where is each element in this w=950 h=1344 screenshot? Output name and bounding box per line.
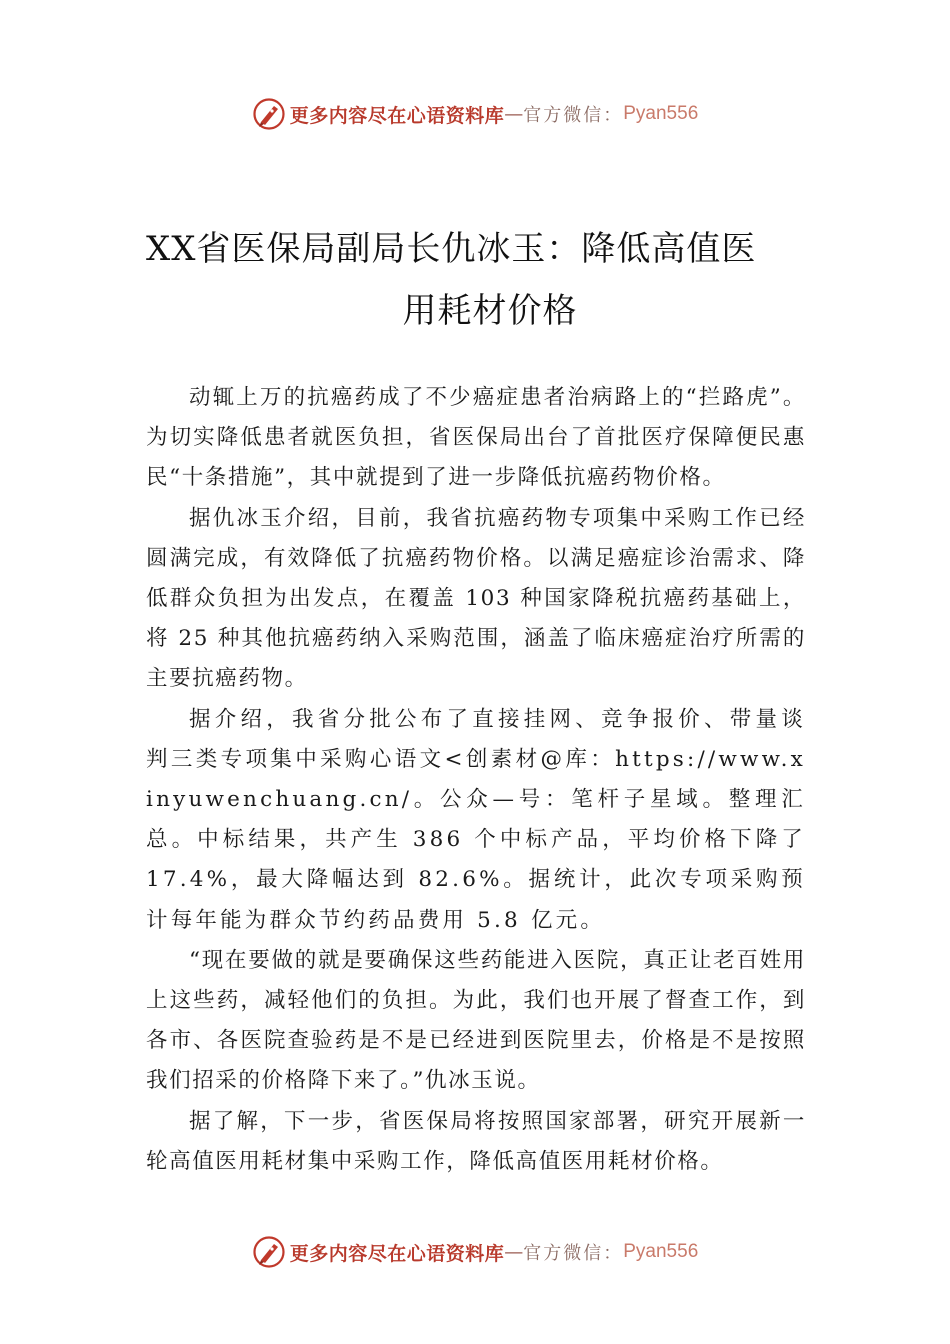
pen-nib-logo-icon <box>252 97 286 131</box>
article-paragraph: 据了解，下一步，省医保局将按照国家部署，研究开展新一轮高值医用耗材集中采购工作，降低高值医用耗材价格。 <box>146 1108 806 1174</box>
header-banner <box>0 94 950 134</box>
footer-banner <box>0 1232 950 1272</box>
banner-wechat-label: 官方微信： <box>523 1243 624 1264</box>
article-title <box>146 218 806 342</box>
banner-wechat-id: Pyan556 <box>623 103 699 124</box>
banner-wechat-id: Pyan556 <box>623 1241 699 1262</box>
banner-dash: — <box>504 103 524 125</box>
article-paragraph: 据仇冰玉介绍，目前，我省抗癌药物专项集中采购工作已经圆满完成，有效降低了抗癌药物价格。以满足癌症诊治需求、降低群众负担为出发点，在覆盖 103 种国家降税抗癌药基础上，将 25 种其他抗癌药纳入采购范围，涵盖了临床癌症治疗所需的主要抗癌药物。 <box>146 505 806 692</box>
article-body <box>146 378 806 1182</box>
article-paragraph: “现在要做的就是要确保这些药能进入医院，真正让老百姓用上这些药，减轻他们的负担。为此，我们也开展了督查工作，到各市、各医院查验药是不是已经进到医院里去，价格是不是按照我们招采的价格降下来了。”仇冰玉说。 <box>146 947 806 1094</box>
article-paragraph: 动辄上万的抗癌药成了不少癌症患者治病路上的“拦路虎”。为切实降低患者就医负担，省医保局出台了首批医疗保障便民惠民“十条措施”，其中就提到了进一步降低抗癌药物价格。 <box>146 385 806 491</box>
banner-main-text: 更多内容尽在心语资料库 <box>289 1242 505 1265</box>
article-title-line2: 用耗材价格 <box>402 291 578 331</box>
article-paragraph: 据介绍，我省分批公布了直接挂网、竞争报价、带量谈判三类专项集中采购心语文<创素材@库：https://www.xinyuwenchuang.cn/。公众—号：笔杆子星域。整理汇总。中标结果，共产生 386 个中标产品，平均价格下降了 17.4%，最大降幅达到 82.6%。据统计，此次专项采购预计每年能为群众节约药品费用 5.8 亿元。 <box>146 706 806 933</box>
banner-main-text: 更多内容尽在心语资料库 <box>289 104 505 127</box>
article-title-line1: XX省医保局副局长仇冰玉：降低高值医 <box>146 229 757 269</box>
banner-dash: — <box>504 1241 524 1263</box>
banner-wechat-label: 官方微信： <box>523 105 624 126</box>
pen-nib-logo-icon <box>252 1235 286 1269</box>
